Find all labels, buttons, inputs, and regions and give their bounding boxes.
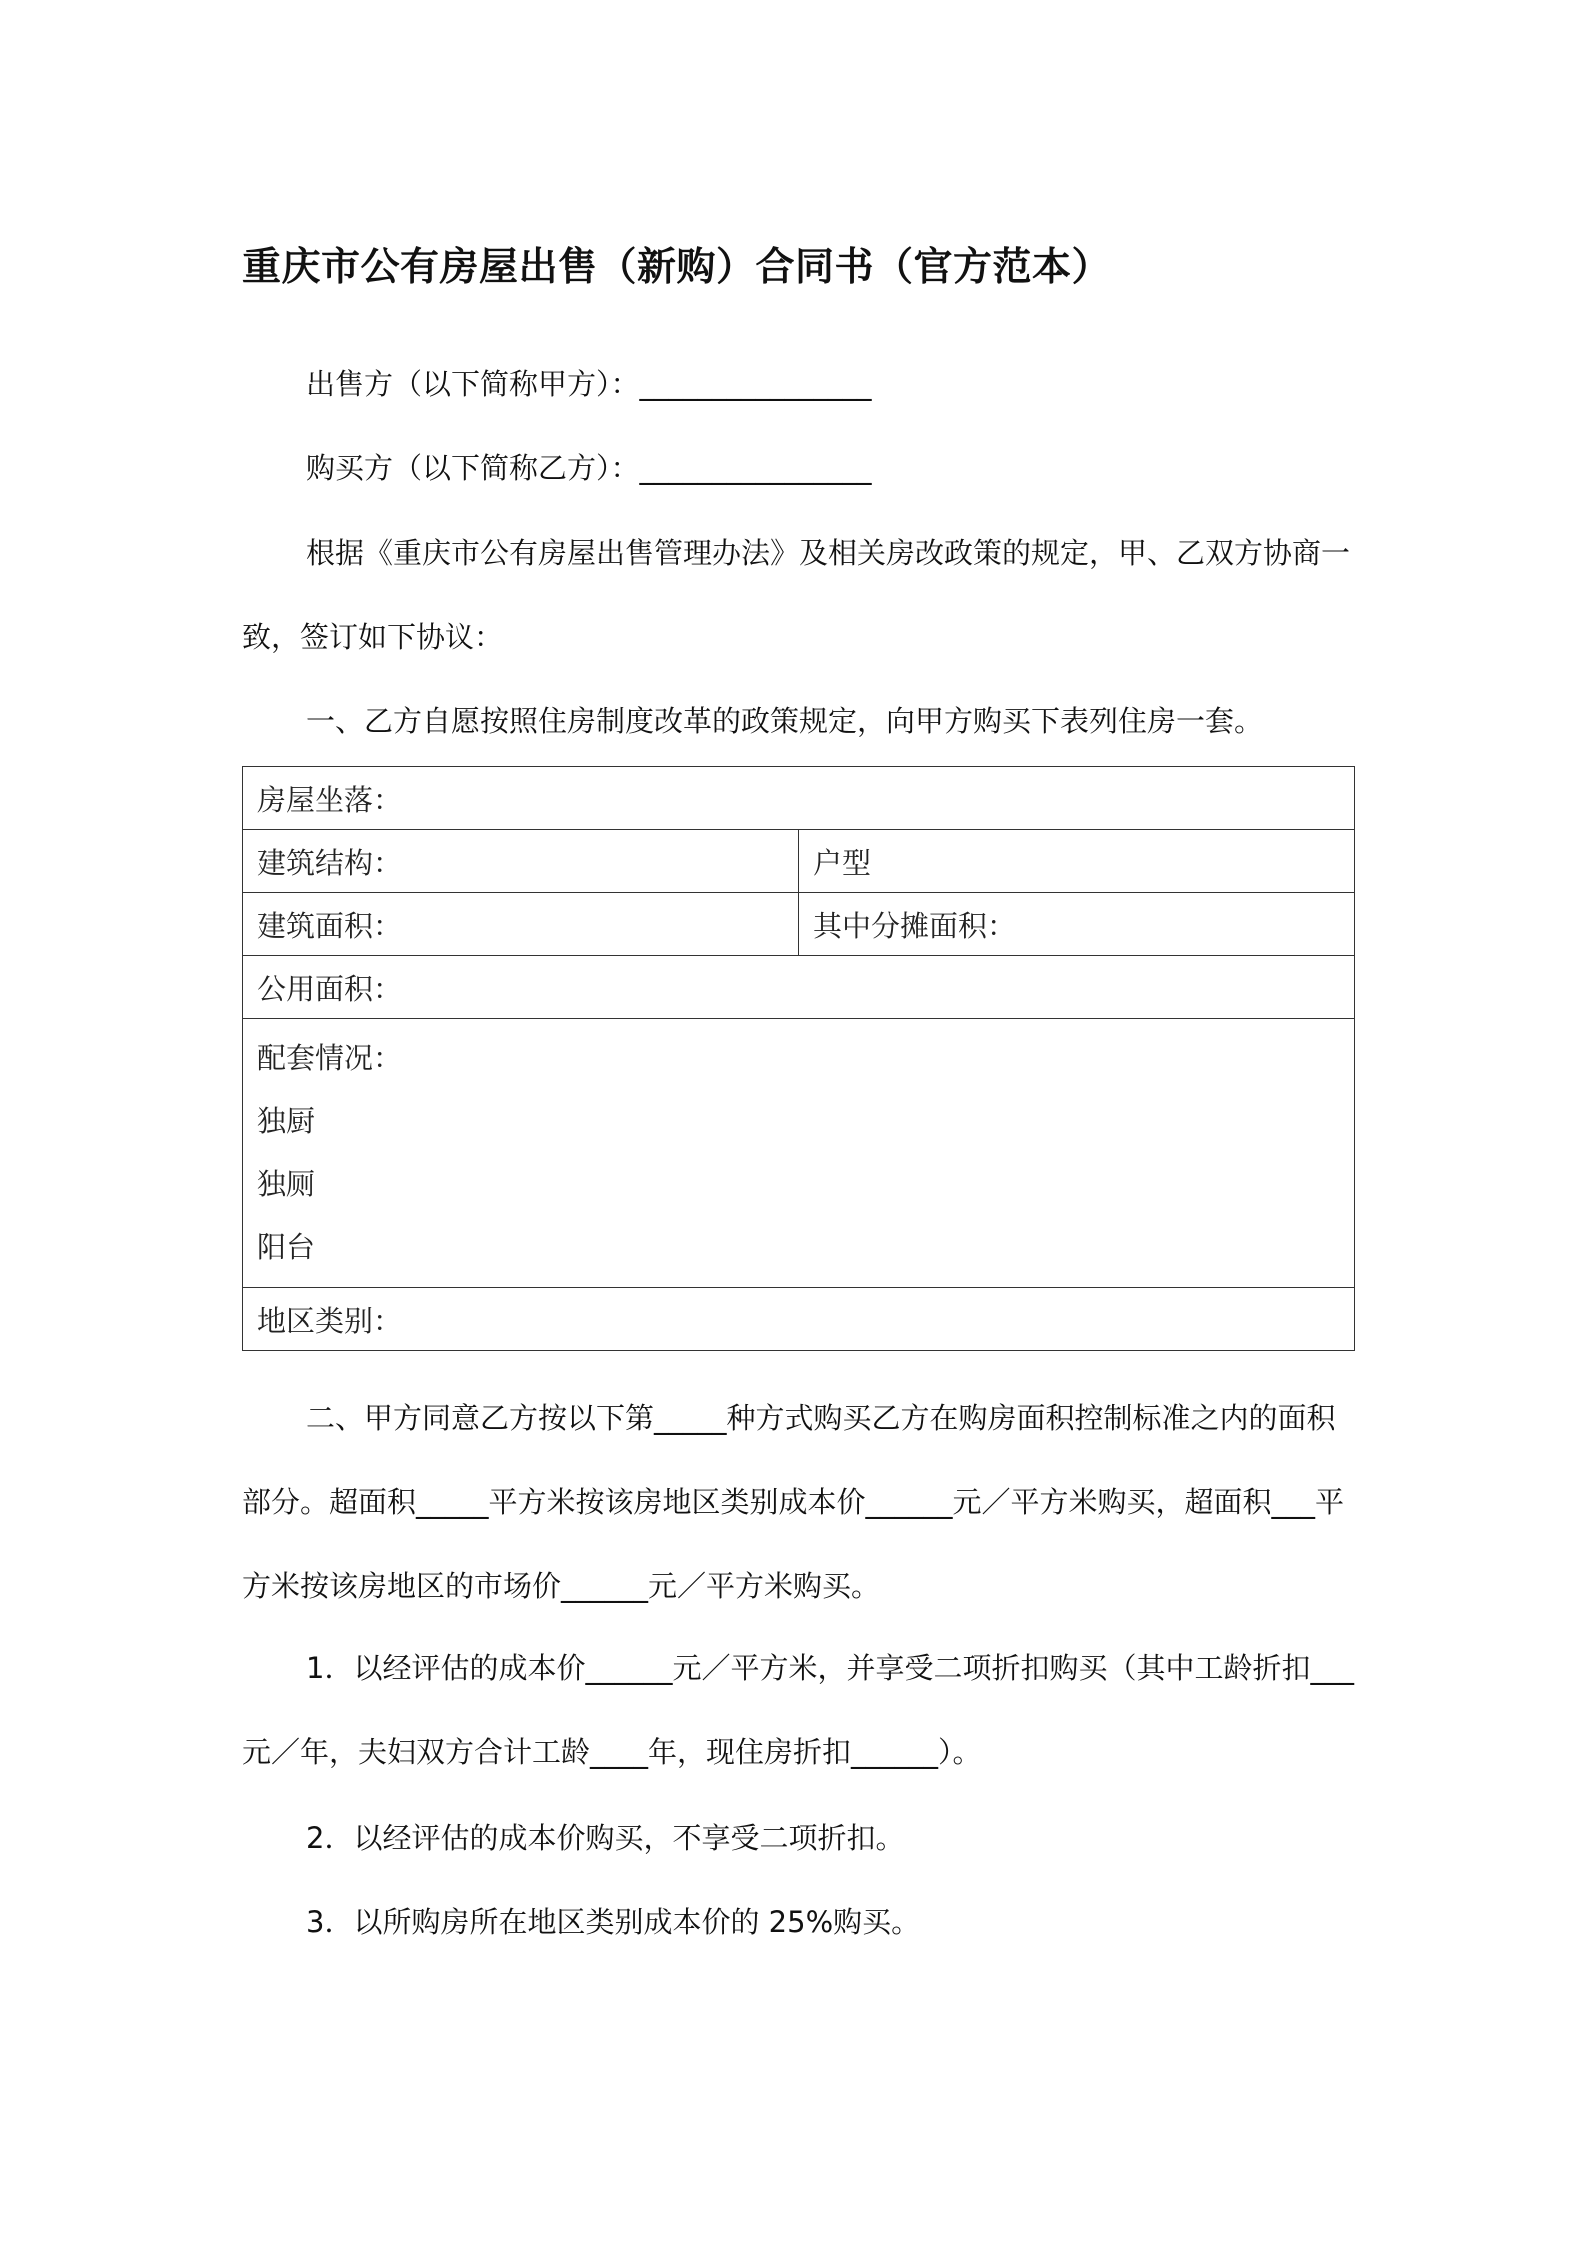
clause-2-paragraph: 二、甲方同意乙方按以下第_____种方式购买乙方在购房面积控制标准之内的面积部分。超面积_____平方米按该房地区类别成本价______元／平方米购买，超面积___平方米按该房地区的市场价______元／平方米购买。	[242, 1401, 1345, 1603]
facility-item: 独厕	[257, 1167, 316, 1201]
option-2-line: 2．以经评估的成本价购买，不享受二项折扣。	[306, 1821, 905, 1855]
buyer-line: 购买方（以下简称乙方）：________________	[306, 451, 872, 485]
table-row	[243, 1288, 1355, 1351]
table-row	[243, 956, 1355, 1019]
table-row	[243, 893, 1355, 956]
table-row	[243, 1019, 1355, 1288]
option-1-paragraph: 1．以经评估的成本价______元／平方米，并享受二项折扣购买（其中工龄折扣___元／年，夫妇双方合计工龄____年，现住房折扣______）。	[242, 1651, 1354, 1769]
location-cell: 房屋坐落：	[243, 767, 1355, 830]
facilities-cell	[243, 1019, 1355, 1288]
layout-cell: 户型	[799, 830, 1355, 893]
clause-1: 一、乙方自愿按照住房制度改革的政策规定，向甲方购买下表列住房一套。	[306, 704, 1264, 738]
facility-item: 阳台	[257, 1230, 316, 1264]
house-info-table	[242, 766, 1355, 1351]
facility-item: 独厨	[257, 1104, 316, 1138]
shared-area-cell: 其中分摊面积：	[799, 893, 1355, 956]
table-row	[243, 830, 1355, 893]
option-3-line: 3．以所购房所在地区类别成本价的 25%购买。	[306, 1905, 921, 1939]
table-row	[243, 767, 1355, 830]
seller-line: 出售方（以下简称甲方）：________________	[306, 367, 872, 401]
preamble-paragraph: 根据《重庆市公有房屋出售管理办法》及相关房改政策的规定，甲、乙双方协商一致，签订如下协议：	[242, 536, 1351, 654]
document-title: 重庆市公有房屋出售（新购）合同书（官方范本）	[242, 245, 1112, 290]
region-category-cell: 地区类别：	[243, 1288, 1355, 1351]
floor-area-cell: 建筑面积：	[243, 893, 799, 956]
public-area-cell: 公用面积：	[243, 956, 1355, 1019]
facilities-label: 配套情况：	[257, 1041, 403, 1075]
structure-cell: 建筑结构：	[243, 830, 799, 893]
